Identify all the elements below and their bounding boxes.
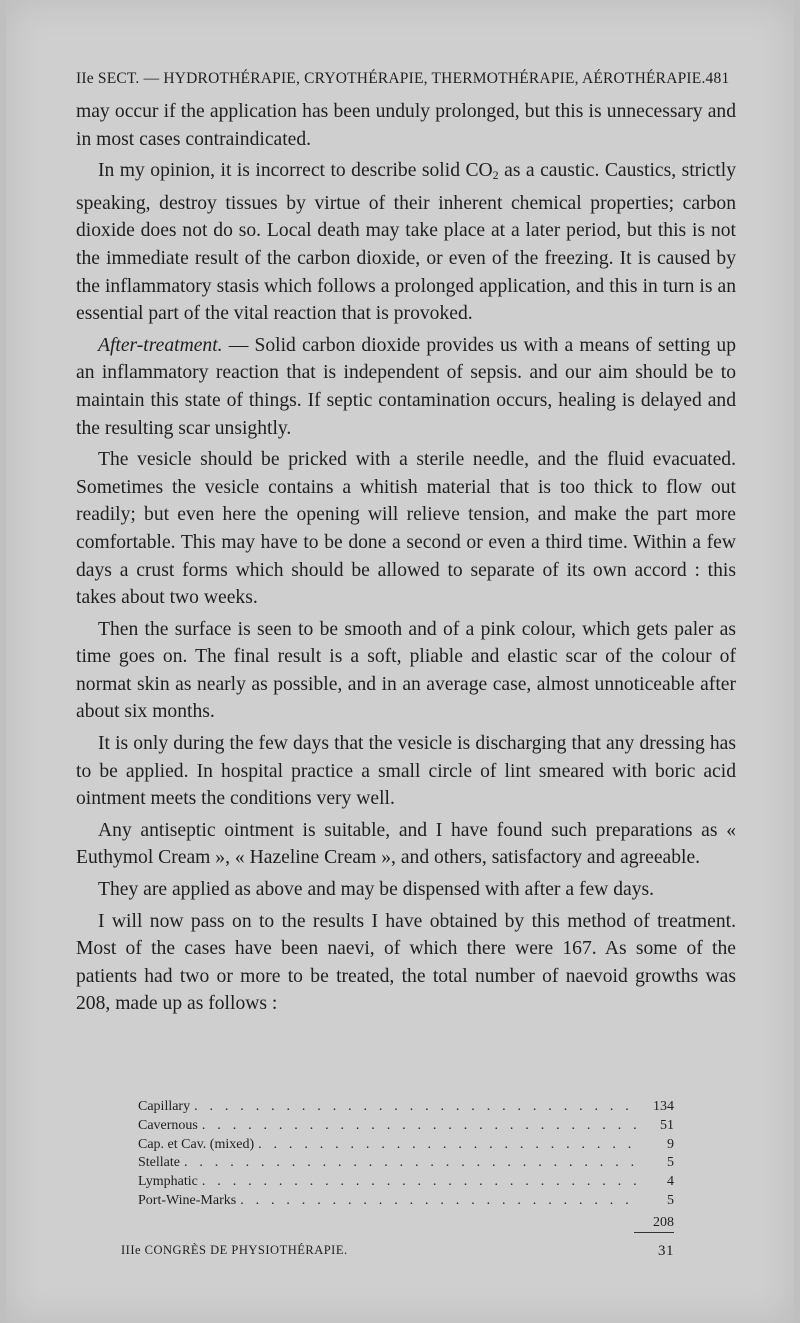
row-value: 51 bbox=[660, 1117, 674, 1133]
table-row bbox=[138, 1192, 674, 1211]
header-page-number: 481 bbox=[705, 70, 730, 87]
table-row bbox=[138, 1173, 674, 1192]
row-label: Cap. et Cav. (mixed) bbox=[138, 1136, 255, 1152]
row-value: 5 bbox=[667, 1155, 674, 1171]
row-value: 4 bbox=[667, 1174, 674, 1190]
paragraph-2-start: In my opinion, it is incorrect to describe solid CO bbox=[98, 160, 493, 182]
row-value: 5 bbox=[667, 1192, 674, 1208]
row-label: Lymphatic bbox=[138, 1174, 198, 1190]
leader-dots bbox=[254, 1136, 640, 1155]
book-page bbox=[6, 0, 794, 1323]
paragraph-4: The vesicle should be pricked with a sterile needle, and the fluid evacuated. Sometimes the vesicle contains a whitish material that is too thick to flow out readily; but even here the opening will relieve tension, and make the part more comfortable. This may have to be done a second or even a third time. Within a few days a crust forms which should be allowed to separate of its own accord : this takes about two weeks. bbox=[76, 449, 736, 609]
row-label: Stellate bbox=[138, 1155, 180, 1171]
paragraph-3-text: — Solid carbon dioxide provides us with a means of setting up an inflammatory reaction that is independent of sepsis. and our aim should be to maintain this state of things. If septic contamination occurs, healing is delayed and the resulting scar unsightly. bbox=[76, 334, 736, 439]
leader-dots bbox=[190, 1098, 640, 1117]
paragraph-9: I will now pass on to the results I have obtained by this method of treatment. Most of the cases have been naevi, of which there were 167. As some of the patients had two or more to be treated, the total number of naevoid growths was 208, made up as follows : bbox=[76, 910, 736, 1015]
running-header bbox=[76, 70, 728, 88]
row-label: Capillary bbox=[138, 1099, 191, 1114]
co2-subscript: 2 bbox=[492, 168, 499, 183]
naevi-table bbox=[138, 1098, 674, 1211]
after-treatment-heading: After-treatment. bbox=[98, 334, 223, 356]
paragraph-2-rest: as a caustic. Caustics, strictly speaking, destroy tissues by virtue of their inherent chemical properties; carbon dioxide does not do so. Local death may take place at a later period, but this is not the immediate result of the carbon dioxide, or even of the freezing. It is caused by the inflammatory stasis which follows a prolonged application, and this in turn is an essential part of the vital reaction that is provoked. bbox=[76, 160, 736, 325]
row-value: 9 bbox=[667, 1136, 674, 1152]
paragraph-6: It is only during the few days that the vesicle is discharging that any dressing has to be applied. In hospital practice a small circle of lint smeared with boric acid ointment meets the conditions very well. bbox=[76, 733, 736, 810]
leader-dots bbox=[180, 1154, 640, 1173]
table-total: 208 bbox=[634, 1214, 674, 1233]
table-row bbox=[138, 1154, 674, 1173]
leader-dots bbox=[236, 1192, 640, 1211]
table-row bbox=[138, 1117, 674, 1136]
row-value: 134 bbox=[653, 1099, 674, 1114]
body-text bbox=[76, 98, 736, 1022]
page-footer bbox=[121, 1243, 674, 1260]
paragraph-2 bbox=[76, 157, 736, 328]
table-row bbox=[138, 1136, 674, 1155]
paragraph-5: Then the surface is seen to be smooth and of a pink colour, which gets paler as time goes on. The final result is a soft, pliable and elastic scar of the colour of normat skin as nearly as possible, and in an average case, almost unnoticeable after about six months. bbox=[76, 618, 736, 723]
header-title: IIe SECT. — HYDROTHÉRAPIE, CRYOTHÉRAPIE, THERMOTHÉRAPIE, AÉROTHÉRAPIE. bbox=[76, 70, 706, 87]
paragraph-1: may occur if the application has been unduly prolonged, but this is unnecessary and in most cases contraindicated. bbox=[76, 101, 736, 150]
paragraph-3 bbox=[76, 332, 736, 442]
row-label: Port-Wine-Marks bbox=[138, 1192, 237, 1208]
paragraph-8: They are applied as above and may be dispensed with after a few days. bbox=[98, 879, 655, 901]
paragraph-7: Any antiseptic ointment is suitable, and I have found such preparations as « Euthymol Cream », « Hazeline Cream », and others, satisfactory and agreeable. bbox=[76, 819, 736, 869]
footer-congress: IIIe CONGRÈS DE PHYSIOTHÉRAPIE. bbox=[121, 1243, 348, 1257]
table-row bbox=[138, 1098, 674, 1117]
row-label: Cavernous bbox=[138, 1117, 198, 1133]
footer-signature-number: 31 bbox=[658, 1243, 674, 1259]
leader-dots bbox=[198, 1173, 640, 1192]
leader-dots bbox=[198, 1117, 640, 1136]
